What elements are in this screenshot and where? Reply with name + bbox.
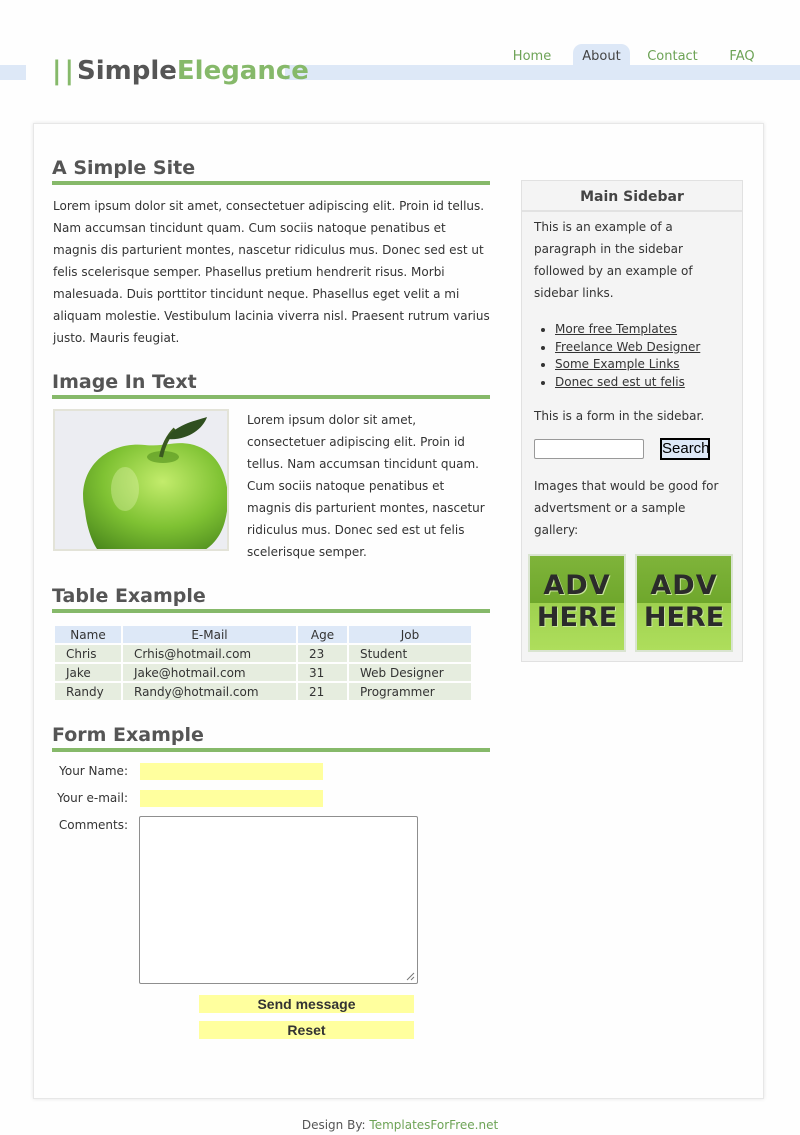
sidebar-gallery-text: Images that would be good for advertsment or a sample gallery: <box>534 479 719 537</box>
table-row <box>55 645 471 662</box>
list-item <box>555 321 700 339</box>
logo-bars: || <box>52 56 77 86</box>
sidebar-title: Main Sidebar <box>580 189 684 205</box>
table-cell: 31 <box>298 664 347 681</box>
ad-line1: ADV <box>543 570 611 601</box>
image-text-paragraph: Lorem ipsum dolor sit amet, consectetuer adipiscing elit. Proin id tellus. Nam accumsan tincidunt quam. Cum sociis natoque penatibus et magnis dis parturient montes, nascetur ridiculus mus. Donec sed est ut felis scelerisque semper. <box>247 413 485 559</box>
logo-word-simple: Simple <box>77 56 177 86</box>
table-cell: Jake <box>55 664 121 681</box>
table-cell: Randy@hotmail.com <box>123 683 296 700</box>
table-header: Age <box>298 626 347 643</box>
reset-button[interactable]: Reset <box>199 1021 414 1039</box>
list-item <box>555 339 700 357</box>
table-row <box>55 664 471 681</box>
ad-line2: HERE <box>536 602 618 633</box>
table-header: Job <box>349 626 471 643</box>
section-title-form: Form Example <box>52 722 490 752</box>
name-input[interactable] <box>140 763 323 780</box>
nav-contact[interactable]: Contact <box>647 49 698 64</box>
ad-banner[interactable] <box>635 554 733 652</box>
sidebar-link-examples[interactable]: Some Example Links <box>555 357 680 371</box>
resize-grip-icon[interactable] <box>406 972 415 981</box>
section-title-simple-site: A Simple Site <box>52 155 490 185</box>
sidebar-divider <box>522 210 742 212</box>
nav-about[interactable]: About <box>573 44 630 68</box>
sidebar-search-input[interactable] <box>534 439 644 459</box>
table-header: E-Mail <box>123 626 296 643</box>
table-cell: Student <box>349 645 471 662</box>
section-title-image-in-text: Image In Text <box>52 369 490 399</box>
sidebar-link-donec[interactable]: Donec sed est ut felis <box>555 374 685 389</box>
comments-label: Comments: <box>58 818 128 832</box>
table-cell: 21 <box>298 683 347 700</box>
table-header: Name <box>55 626 121 643</box>
logo-word-elegance: Elegance <box>176 56 309 86</box>
footer-link[interactable]: TemplatesForFree.net <box>369 1118 499 1132</box>
table-row <box>55 683 471 700</box>
list-item <box>555 356 700 374</box>
table-cell: Crhis@hotmail.com <box>123 645 296 662</box>
list-item <box>555 374 700 392</box>
sidebar-link-templates[interactable]: More free Templates <box>555 322 678 336</box>
footer-prefix: Design By: <box>301 1118 366 1132</box>
apple-image <box>53 409 229 551</box>
example-table <box>53 624 473 702</box>
nav-home[interactable]: Home <box>512 49 552 64</box>
ad-banner[interactable] <box>528 554 626 652</box>
email-input[interactable] <box>140 790 323 807</box>
section-title-table: Table Example <box>52 583 490 613</box>
sidebar-links <box>537 321 700 391</box>
main-nav <box>0 44 800 68</box>
apple-illustration <box>55 411 229 551</box>
sidebar-link-freelance[interactable]: Freelance Web Designer <box>555 339 701 354</box>
sidebar-form-text: This is a form in the sidebar. <box>534 409 705 423</box>
ad-line1: ADV <box>650 570 718 601</box>
send-message-button[interactable]: Send message <box>199 995 414 1013</box>
name-label: Your Name: <box>59 764 128 778</box>
table-cell: Chris <box>55 645 121 662</box>
table-header-row <box>55 626 471 643</box>
email-label: Your e-mail: <box>57 791 128 805</box>
ad-line2: HERE <box>643 602 725 633</box>
main-sidebar <box>521 180 743 662</box>
table-cell: Jake@hotmail.com <box>123 664 296 681</box>
table-cell: Randy <box>55 683 121 700</box>
table-cell: 23 <box>298 645 347 662</box>
table-cell: Web Designer <box>349 664 471 681</box>
sidebar-intro: This is an example of a paragraph in the sidebar followed by an example of sidebar links. <box>534 220 693 300</box>
simple-site-paragraph: Lorem ipsum dolor sit amet, consectetuer adipiscing elit. Proin id tellus. Nam accumsan tincidunt quam. Cum sociis natoque penatibus et magnis dis parturient montes, nascetur ridiculus mus. Donec sed est ut felis scelerisque semper. Phasellus pretium hendrerit risus. Morbi malesuada. Duis porttitor tincidunt neque. Phasellus eget velit a mi aliquam molestie. Vestibulum lacinia viverra nisl. Praesent rutrum varius justo. Mauris feugiat. <box>53 199 490 345</box>
footer <box>0 1118 800 1132</box>
table-cell: Programmer <box>349 683 471 700</box>
nav-faq[interactable]: FAQ <box>729 49 755 64</box>
sidebar-search-button[interactable]: Search <box>660 438 710 460</box>
comments-textarea[interactable] <box>139 816 418 984</box>
